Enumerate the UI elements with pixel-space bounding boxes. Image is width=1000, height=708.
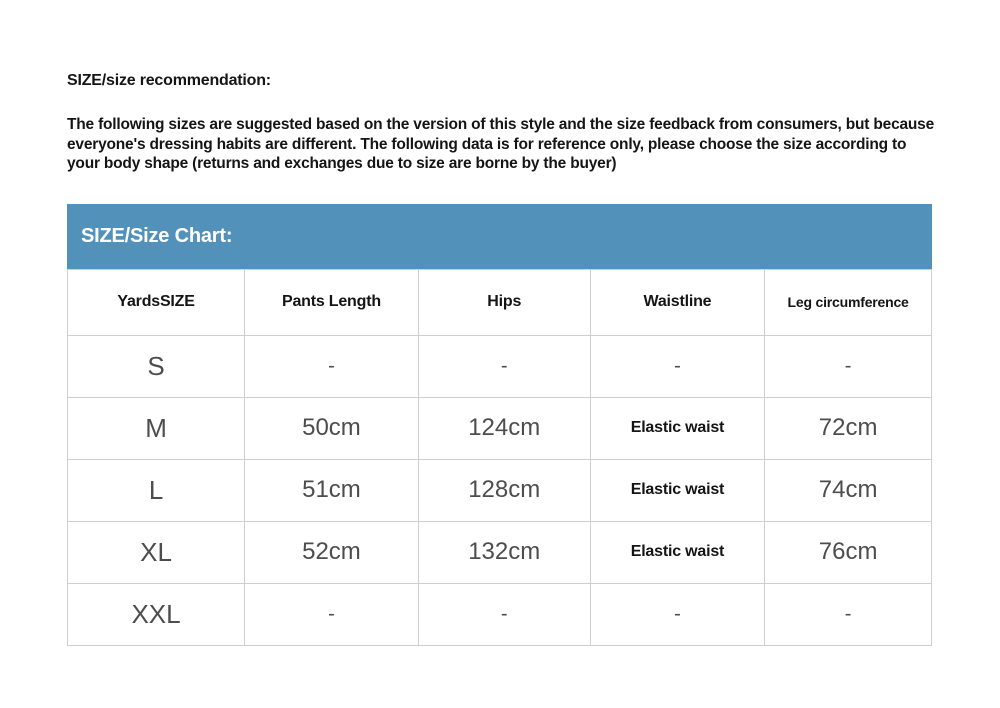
value-cell: 52cm: [245, 521, 419, 583]
table-row-xxl: [68, 583, 932, 645]
size-cell: XXL: [68, 583, 245, 645]
table-header-row: [68, 269, 932, 335]
value-cell: 74cm: [765, 459, 932, 521]
value-cell: 51cm: [245, 459, 419, 521]
column-header-size: YardsSIZE: [68, 269, 245, 335]
table-row-xl: [68, 521, 932, 583]
value-cell: 132cm: [418, 521, 590, 583]
column-header-hips: Hips: [418, 269, 590, 335]
value-cell: -: [590, 335, 765, 397]
value-cell: -: [245, 583, 419, 645]
size-cell: L: [68, 459, 245, 521]
recommendation-text: The following sizes are suggested based on the version of this style and the size feedback from consumers, but because everyone's dressing habits are different. The following data is for reference only, please choose the size according to your body shape (returns and exchanges due to size are borne by the buyer): [67, 116, 935, 172]
value-cell: 72cm: [765, 397, 932, 459]
size-cell: XL: [68, 521, 245, 583]
value-cell: 76cm: [765, 521, 932, 583]
column-header-pants-length: Pants Length: [245, 269, 419, 335]
value-cell: Elastic waist: [590, 397, 765, 459]
value-cell: 128cm: [418, 459, 590, 521]
value-cell: 50cm: [245, 397, 419, 459]
size-cell: M: [68, 397, 245, 459]
table-row-s: [68, 335, 932, 397]
size-chart-title: SIZE/Size Chart:: [81, 224, 233, 247]
size-chart-table: [67, 269, 932, 646]
size-cell: S: [68, 335, 245, 397]
column-header-waistline: Waistline: [590, 269, 765, 335]
value-cell: -: [418, 335, 590, 397]
value-cell: -: [765, 583, 932, 645]
value-cell: -: [765, 335, 932, 397]
value-cell: 124cm: [418, 397, 590, 459]
value-cell: -: [590, 583, 765, 645]
value-cell: -: [245, 335, 419, 397]
value-cell: Elastic waist: [590, 459, 765, 521]
value-cell: -: [418, 583, 590, 645]
table-row-m: [68, 397, 932, 459]
value-cell: Elastic waist: [590, 521, 765, 583]
column-header-leg-circumference: Leg circumference: [765, 269, 932, 335]
table-row-l: [68, 459, 932, 521]
size-chart-banner: [67, 204, 932, 269]
recommendation-heading: SIZE/size recommendation:: [67, 72, 271, 89]
